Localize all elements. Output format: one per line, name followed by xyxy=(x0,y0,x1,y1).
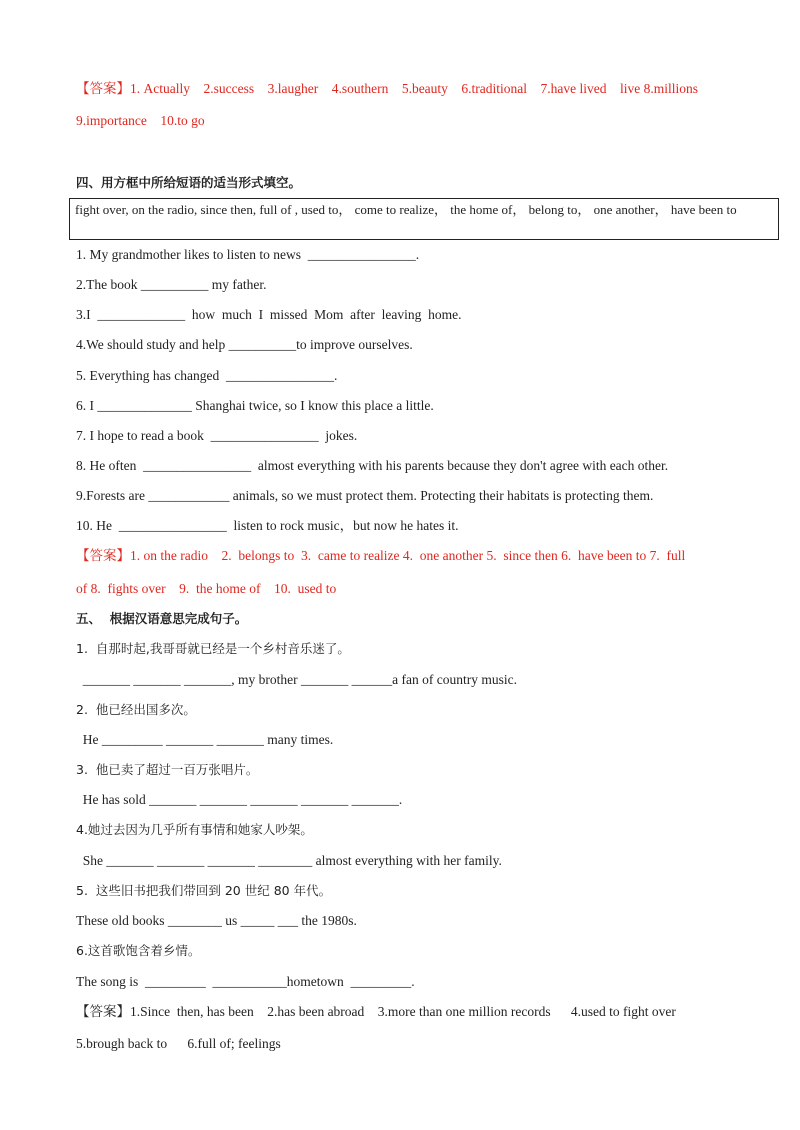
english-sentence: He has sold _______ _______ _______ _______ _______. xyxy=(76,792,403,807)
answer-line: 【答案】1. Actually 2.success 3.laugher 4.southern 5.beauty 6.traditional 7.have lived live 8.millions xyxy=(76,81,699,96)
question: 1. My grandmother likes to listen to news ________________. xyxy=(76,247,420,262)
answer-line: 【答案】1. on the radio 2. belongs to 3. came to realize 4. one another 5. since then 6. have been to 7. full xyxy=(76,548,686,563)
answer-line: 5.brough back to 6.full of; feelings xyxy=(76,1036,281,1051)
answer-line: 9.importance 10.to go xyxy=(76,113,205,128)
section-heading: 五、 根据汉语意思完成句子。 xyxy=(76,611,248,626)
question: 3.I _____________ how much I missed Mom after leaving home. xyxy=(76,307,462,322)
question: 8. He often ________________ almost everything with his parents because they don't agree with each other. xyxy=(76,458,669,473)
phrase-box xyxy=(69,198,779,240)
chinese-prompt: 2. 他已经出国多次。 xyxy=(76,702,196,717)
english-sentence: He _________ _______ _______ many times. xyxy=(76,732,334,747)
english-sentence: The song is _________ ___________hometown _________. xyxy=(76,974,415,989)
chinese-prompt: 5. 这些旧书把我们带回到 20 世纪 80 年代。 xyxy=(76,883,332,898)
answer-line: 【答案】1.Since then, has been 2.has been abroad 3.more than one million records 4.used to fight over xyxy=(76,1004,676,1019)
question: 5. Everything has changed ________________. xyxy=(76,368,338,383)
chinese-prompt: 3. 他已卖了超过一百万张唱片。 xyxy=(76,762,259,777)
english-sentence: She _______ _______ _______ ________ almost everything with her family. xyxy=(76,853,502,868)
phrase-list: fight over, on the radio, since then, full of , used to， come to realize， the home of， belong to， one another， have been to xyxy=(75,202,737,217)
chinese-prompt: 6.这首歌饱含着乡情。 xyxy=(76,943,201,958)
english-sentence: These old books ________ us _____ ___ the 1980s. xyxy=(76,913,357,928)
answer-line: of 8. fights over 9. the home of 10. used to xyxy=(76,581,337,596)
question: 4.We should study and help __________to improve ourselves. xyxy=(76,337,413,352)
chinese-prompt: 4.她过去因为几乎所有事情和她家人吵架。 xyxy=(76,822,313,837)
chinese-prompt: 1. 自那时起,我哥哥就已经是一个乡村音乐迷了。 xyxy=(76,641,350,656)
english-sentence: _______ _______ _______, my brother _______ ______a fan of country music. xyxy=(76,672,517,687)
question: 9.Forests are ____________ animals, so we must protect them. Protecting their habitats is protecting them. xyxy=(76,488,654,503)
question: 6. I ______________ Shanghai twice, so I know this place a little. xyxy=(76,398,434,413)
section-heading: 四、用方框中所给短语的适当形式填空。 xyxy=(76,175,302,190)
question: 2.The book __________ my father. xyxy=(76,277,267,292)
question: 10. He ________________ listen to rock music，but now he hates it. xyxy=(76,518,459,533)
question: 7. I hope to read a book ________________ jokes. xyxy=(76,428,358,443)
